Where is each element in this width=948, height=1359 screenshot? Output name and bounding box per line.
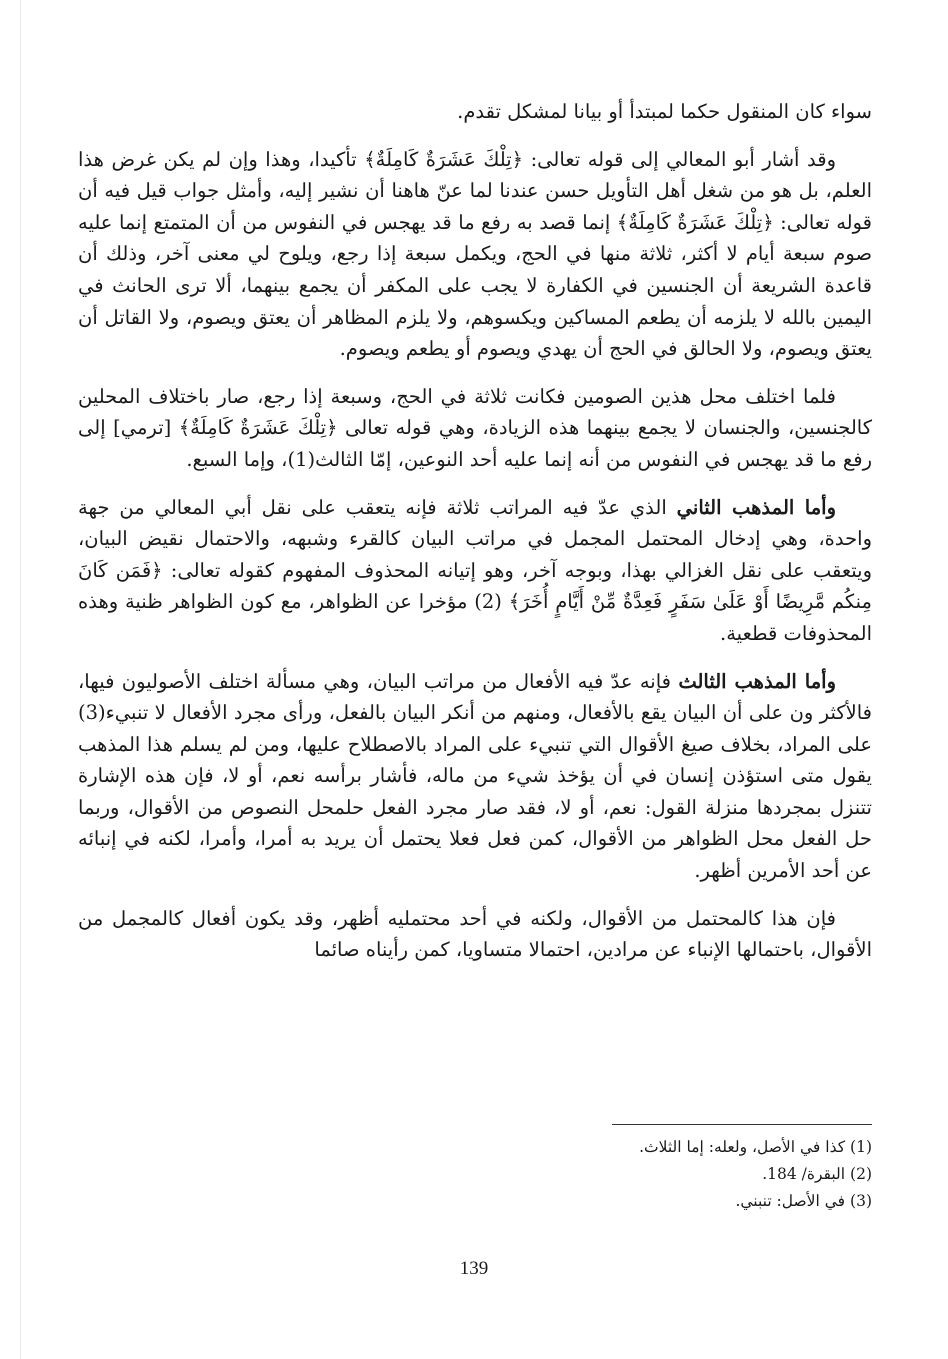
footnotes: [78, 1134, 872, 1215]
footnote-3: (3) في الأصل: تنبني.: [735, 1192, 872, 1210]
main-text: [78, 96, 872, 982]
section-heading-second-school: وأما المذهب الثاني: [676, 495, 837, 519]
paragraph-5: [78, 666, 872, 887]
page-edge-shadow: [20, 0, 21, 1359]
section-heading-third-school: وأما المذهب الثالث: [678, 669, 836, 693]
page-number: 139: [459, 1258, 489, 1279]
paragraph-6: فإن هذا كالمحتمل من الأقوال، ولكنه في أحد محتمليه أظهر، وقد يكون أفعال كالمجمل من الأقوال، باحتمالها الإنباء عن مرادين، احتمالا متساويا، كمن رأيناه صائما: [78, 906, 872, 962]
paragraph-4-text: الذي عدّ فيه المراتب ثلاثة فإنه يتعقب على نقل أبي المعالي من جهة واحدة، وهي إدخال المحتمل المجمل في مراتب البيان كالقرء وشبهه، والاحتمال نقيض البيان، ويتعقب على نقل الغزالي بهذا، وبوجه آخر، وهو إتيانه المحذوف المفهوم كقوله تعالى: ﴿فَمَن كَانَ مِنكُم مَّرِيضًا أَوْ عَلَىٰ سَفَرٍ فَعِدَّةٌ مِّنْ أَيَّامٍ أُخَرَ﴾ (2) مؤخرا عن الظواهر، مع كون الظواهر ظنية وهذه المحذوفات قطعية.: [78, 495, 872, 645]
footnote-2: (2) البقرة/ 184.: [762, 1165, 872, 1183]
paragraph-2: وقد أشار أبو المعالي إلى قوله تعالى: ﴿تِلْكَ عَشَرَةٌ كَامِلَةٌ﴾ تأكيدا، وهذا وإن لم يكن غرض هذا العلم، بل هو من شغل أهل التأويل حسن عندنا لما عنّ هاهنا أن نشير إليه، وأمثل جواب قيل فيه أن قوله تعالى: ﴿تِلْكَ عَشَرَةٌ كَامِلَةٌ﴾ إنما قصد به رفع ما قد يهجس في النفوس من أن المتمتع إنما عليه صوم سبعة أيام لا أكثر، ثلاثة منها في الحج، ويكمل سبعة إذا رجع، ويلوح لي معنى آخر، وذلك أن قاعدة الشريعة أن الجنسين في الكفارة لا يجب على المكفر أن يجمع بينهما، ألا ترى الحانث في اليمين بالله لا يلزمه أن يطعم المساكين ويكسوهم، ولا يلزم المظاهر أن يعتق ويصوم، ولا القاتل أن يعتق ويصوم، ولا الحالق في الحج أن يهدي ويصوم أو يطعم ويصوم.: [78, 147, 872, 361]
paragraph-1: سواء كان المنقول حكما لمبتدأ أو بيانا لمشكل تقدم.: [457, 100, 872, 123]
footnote-1: (1) كذا في الأصل، ولعله: إما الثلاث.: [639, 1138, 872, 1156]
paragraph-3: فلما اختلف محل هذين الصومين فكانت ثلاثة في الحج، وسبعة إذا رجع، صار باختلاف المحلين كالجنسين، والجنسان لا يجمع بينهما هذه الزيادة، وهي قوله تعالى ﴿تِلْكَ عَشَرَةٌ كَامِلَةٌ﴾ [ترمي] إلى رفع ما قد يهجس في النفوس من أنه إنما عليه أحد النوعين، إمّا الثالث(1)، وإما السبع.: [78, 384, 872, 471]
footnote-divider: [612, 1124, 872, 1125]
paragraph-4: [78, 492, 872, 650]
paragraph-5-text: فإنه عدّ فيه الأفعال من مراتب البيان، وهي مسألة اختلف الأصوليون فيها، فالأكثر ون على أن البيان يقع بالأفعال، ومنهم من أنكر البيان بالفعل، ورأى مجرد الأفعال لا تنبيء(3) على المراد، بخلاف صيغ الأقوال التي تنبيء على المراد بالاصطلاح عليها، ومن لم يسلم هذا المذهب يقول متى استؤذن إنسان في أن يؤخذ شيء من ماله، فأشار برأسه نعم، أو لا، فإن هذه الإشارة تتنزل بمجردها منزلة القول: نعم، أو لا، فقد صار مجرد الفعل حلمحل النصوص من الأقوال، وربما حل الفعل محل الظواهر من الأقوال، كمن فعل فعلا يحتمل أن يريد به أمرا، وأمرا، لكنه في إنبائه عن أحد الأمرين أظهر.: [78, 669, 872, 883]
